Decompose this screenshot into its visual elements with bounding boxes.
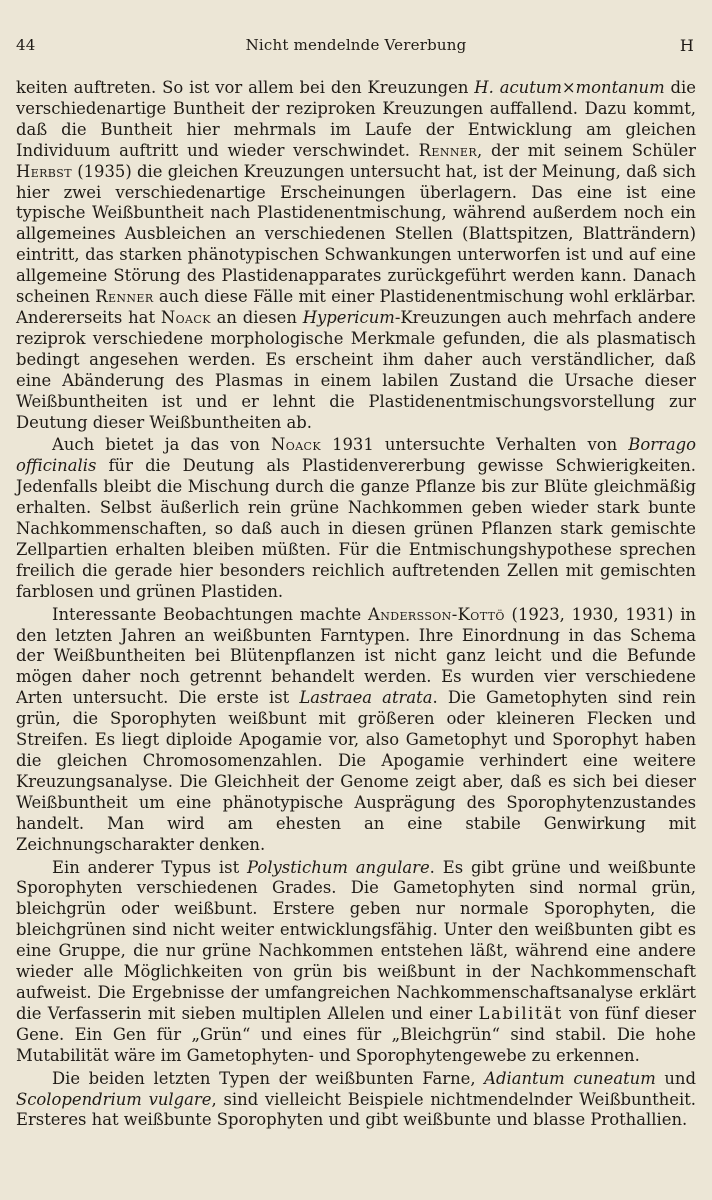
paragraph-2: Auch bietet ja das von Noack 1931 untersuchte Verhalten von Borrago officinalis für die Deutung als Plastidenvererbung gewisse Schwierigkeiten. Jedenfalls bleibt die Mischung durch die ganze Pflanze bis zur Blüte gleichmäßig erhalten. Selbst äußerlich rein grüne Nachkommen geben wieder stark bunte Nachkommenschaften, so daß auch in diesen grünen Pflanzen stark gemischte Zellpartien erhalten bleiben müßten. Für die Entmischungshypothese sprechen freilich die gerade hier besonders reichlich auftretenden Zellen mit gemischten farblosen und grünen Plastiden. (16, 435, 697, 601)
taxon-name: Scolopendrium vulgare (16, 1089, 212, 1109)
author-name: Noack (160, 307, 211, 327)
taxon-name: Polystichum angulare (247, 857, 430, 877)
running-head (16, 36, 696, 60)
author-name: Renner (95, 287, 154, 307)
author-name: Renner (418, 140, 478, 160)
paragraph-3: Interessante Beobachtungen machte Andersson-Kottö (1923, 1930, 1931) in den letzten Jahren an weißbunten Farntypen. Ihre Einordnung in das Schema der Weißbuntheiten bei Blütenpflanzen ist nicht ganz leicht und die Befunde mögen daher noch getrennt behandelt werden. Es wurden vier verschiedene Arten untersucht. Die erste ist Lastraea atrata. Die Gametophyten sind rein grün, die Sporophyten weißbunt mit größeren oder kleineren Flecken und Streifen. Es liegt diploide Apogamie vor, also Gametophyt und Sporophyt haben die gleichen Chromosomenzahlen. Die Apogamie verhindert eine weitere Kreuzungsanalyse. Die Gleichheit der Genome zeigt aber, daß es sich bei dieser Weißbuntheit um eine phänotypische Ausprägung des Sporophytenzustandes handelt. Man wird am ehesten an eine stabile Genwirkung mit Zeichnungscharakter denken. (16, 604, 696, 854)
page-number: 44 (16, 36, 36, 54)
taxon-name: Lastraea atrata (299, 688, 433, 708)
paragraph-1: keiten auftreten. So ist vor allem bei den Kreuzungen H. acutum×montanum die verschiedenartige Buntheit der reziproken Kreuzungen auffallend. Dazu kommt, daß die Buntheit hier mehrmals im Laufe der Entwicklung am gleichen Individuum auftritt und wieder verschwindet. Renner, der mit seinem Schüler Herbst (1935) die gleichen Kreuzungen untersucht hat, ist der Meinung, daß sich hier zwei verschiedenartige Erscheinungen überlagern. Das eine ist eine typische Weißbuntheit nach Plastidenentmischung, während außerdem noch ein allgemeines Ausbleichen an verschiedenen Stellen (Blattspitzen, Blatträndern) eintritt, das starken phänotypischen Schwankungen unterworfen ist und auf eine allgemeine Störung des Plastidenapparates zurückgeführt werden kann. Danach scheinen Renner auch diese Fälle mit einer Plastidenentmischung wohl erklärbar. Andererseits hat Noack an diesen Hypericum-Kreuzungen auch mehrfach andere reziprok verschiedene morphologische Merkmale gefunden, die als plasmatisch bedingt angesehen werden. Es erscheint ihm daher auch verständlicher, daß eine Abänderung des Plasmas in einem labilen Zustand die Ursache dieser Weißbuntheiten ist und er lehnt die Plastidenentmischungsvorstellung zur Deutung dieser Weißbuntheiten ab. (16, 78, 696, 432)
taxon-name: montanum (575, 78, 665, 97)
running-title: Nicht mendelnde Vererbung (245, 36, 467, 54)
section-letter: H (679, 36, 694, 55)
author-name: Herbst (16, 161, 72, 181)
taxon-name: Hypericum (302, 307, 395, 327)
body-text (16, 78, 696, 1131)
emphasis: Labilität (478, 1003, 563, 1023)
taxon-name: H. acutum (474, 78, 562, 97)
paragraph-4: Ein anderer Typus ist Polystichum angulare. Es gibt grüne und weißbunte Sporophyten verschiedenen Grades. Die Gametophyten sind normal grün, bleichgrün oder weißbunt. Erstere geben nur normale Sporophyten, die bleichgrünen sind nicht weiter entwicklungsfähig. Unter den weißbunten gibt es eine Gruppe, die nur grüne Nachkommen entstehen läßt, während eine andere wieder alle Möglichkeiten von grün bis weißbunt in der Nachkommenschaft aufweist. Die Ergebnisse der umfangreichen Nachkommenschaftsanalyse erklärt die Verfasserin mit sieben multiplen Allelen und einer Labilität von fünf dieser Gene. Ein Gen für „Grün“ und eines für „Bleichgrün“ sind stabil. Die hohe Mutabilität wäre im Gametophyten- und Sporophytengewebe zu erkennen. (16, 857, 696, 1065)
taxon-name: Borrago officinalis (16, 435, 697, 476)
author-name: Andersson-Kottö (367, 604, 505, 624)
paragraph-5: Die beiden letzten Typen der weißbunten Farne, Adiantum cuneatum und Scolopendrium vulgare, sind vielleicht Beispiele nichtmendelnder Weißbuntheit. Ersteres hat weißbunte Sporophyten und gibt weißbunte und blasse Prothallien. (16, 1068, 697, 1130)
taxon-name: Adiantum cuneatum (484, 1068, 656, 1088)
author-name: Noack (271, 435, 321, 455)
